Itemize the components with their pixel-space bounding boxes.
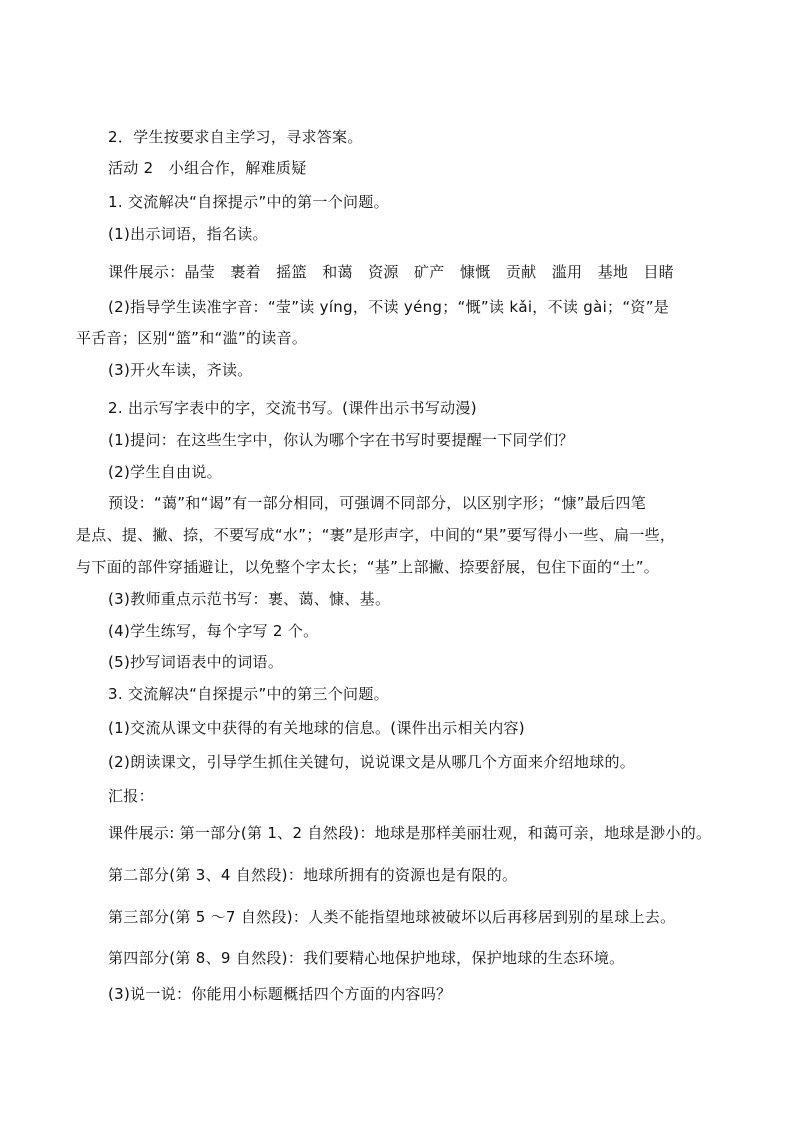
text-line: (3)说一说：你能用小标题概括四个方面的内容吗？ — [108, 985, 452, 1003]
text-line: (3)教师重点示范书写：裹、蔼、慷、基。 — [108, 590, 391, 608]
text-line: (1)出示词语，指名读。 — [108, 225, 268, 243]
text-line: (5)抄写词语表中的词语。 — [108, 653, 284, 671]
text-line: 平舌音；区别“篮”和“滥”的读音。 — [76, 329, 308, 347]
section-heading: 活动 2 小组合作，解难质疑 — [108, 159, 307, 177]
text-line: 1. 交流解决“自探提示”中的第一个问题。 — [108, 193, 389, 211]
text-line: (4)学生练写，每个字写 2 个。 — [108, 622, 319, 640]
text-line: 2. 出示写字表中的字，交流书写。(课件出示书写动漫) — [108, 399, 477, 417]
text-line: 3. 交流解决“自探提示”中的第三个问题。 — [108, 685, 389, 703]
text-line: 预设：“蔼”和“谒”有一部分相同，可强调不同部分，以区别字形；“慷”最后四笔 — [108, 494, 647, 512]
text-line: 汇报： — [108, 787, 154, 805]
text-line: 第二部分(第 3、4 自然段)：地球所拥有的资源也是有限的。 — [108, 866, 518, 884]
text-line: (3)开火车读，齐读。 — [108, 361, 253, 379]
text-line: 2．学生按要求自主学习，寻求答案。 — [108, 128, 363, 146]
text-line: (2)指导学生读准字音：“莹”读 yíng，不读 yéng；“慨”读 kǎi，不读 gài；“资”是 — [108, 298, 670, 316]
text-line: (1)交流从课文中获得的有关地球的信息。(课件出示相关内容) — [108, 719, 525, 737]
text-line: 第四部分(第 8、9 自然段)：我们要精心地保护地球，保护地球的生态环境。 — [108, 949, 625, 967]
text-line: 课件展示: 第一部分(第 1、2 自然段)：地球是那样美丽壮观，和蔼可亲，地球是渺小的。 — [108, 824, 712, 842]
text-line: 是点、提、撇、捺，不要写成“水”；“裹”是形声字，中间的“果”要写得小一些、扁一些， — [76, 526, 676, 544]
text-line: (2)朗读课文，引导学生抓住关键句，说说课文是从哪几个方面来介绍地球的。 — [108, 753, 636, 771]
text-line: (1)提问：在这些生字中，你认为哪个字在书写时要提醒一下同学们？ — [108, 431, 574, 449]
text-line: 课件展示：晶莹 裹着 摇篮 和蔼 资源 矿产 慷慨 贡献 滥用 基地 目睹 — [108, 263, 675, 281]
text-line: 与下面的部件穿插避让，以免整个字太长；“基”上部撇、捺要舒展，包住下面的“土”。 — [76, 558, 660, 576]
text-line: (2)学生自由说。 — [108, 463, 222, 481]
text-line: 第三部分(第 5 ～7 自然段)：人类不能指望地球被破坏以后再移居到别的星球上去。 — [108, 908, 676, 926]
